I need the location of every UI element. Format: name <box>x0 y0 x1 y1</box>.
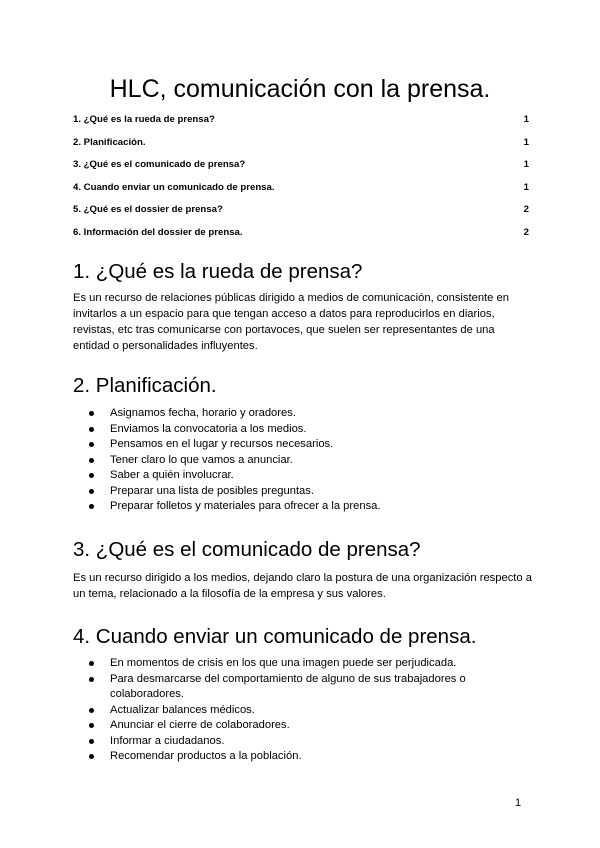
section-heading-planificacion: 2. Planificación. <box>73 374 217 397</box>
cuando-enviar-list <box>73 656 513 765</box>
toc-entry[interactable] <box>73 199 529 222</box>
list-item-text: Enviamos la convocatoria a los medios. <box>110 422 307 435</box>
planificacion-list <box>73 406 513 515</box>
bullet-icon <box>89 411 94 416</box>
table-of-contents <box>73 109 529 245</box>
list-item <box>73 749 513 765</box>
page-number: 1 <box>515 797 522 809</box>
list-item <box>73 734 513 750</box>
list-item-text: Preparar una lista de posibles preguntas. <box>110 484 314 497</box>
toc-entry-label: 4. Cuando enviar un comunicado de prensa. <box>73 181 275 193</box>
list-item-text: Recomendar productos a la población. <box>110 750 302 762</box>
list-item-text: Preparar folletos y materiales para ofrecer a la prensa. <box>110 500 381 512</box>
toc-entry-label: 1. ¿Qué es la rueda de prensa? <box>73 114 215 125</box>
list-item-text: Asignamos fecha, horario y oradores. <box>110 407 296 419</box>
section-heading-cuando-enviar: 4. Cuando enviar un comunicado de prensa. <box>73 625 477 648</box>
bullet-icon <box>89 723 94 728</box>
toc-entry-page: 1 <box>523 114 529 125</box>
bullet-icon <box>89 661 94 666</box>
toc-entry[interactable] <box>73 222 529 245</box>
bullet-icon <box>89 677 94 682</box>
list-item <box>73 703 513 719</box>
list-item <box>73 484 513 500</box>
list-item-text: Informar a ciudadanos. <box>110 734 225 747</box>
list-item <box>73 718 513 734</box>
toc-entry-page: 1 <box>523 159 529 171</box>
toc-entry-page: 2 <box>523 226 529 238</box>
toc-entry-page: 2 <box>523 204 529 216</box>
toc-entry-page: 1 <box>523 136 529 148</box>
bullet-icon <box>89 442 94 447</box>
toc-entry-label: 6. Información del dossier de prensa. <box>73 226 243 238</box>
bullet-icon <box>89 504 94 509</box>
list-item-text: Actualizar balances médicos. <box>110 703 255 716</box>
toc-entry[interactable] <box>73 154 529 177</box>
section-paragraph-rueda-de-prensa: Es un recurso de relaciones públicas dirigido a medios de comunicación, consistente en invitarlos a un espacio para que tengan acceso a datos para reproducirlos en diarios, revistas, etc tras comunicarse con portavoces, que suelen ser representantes de una entidad o personalidades influyentes. <box>73 292 509 352</box>
toc-entry-label: 5. ¿Qué es el dossier de prensa? <box>73 204 223 216</box>
bullet-icon <box>89 739 94 744</box>
list-item-text: Pensamos en el lugar y recursos necesarios. <box>110 438 334 450</box>
section-heading-comunicado-de-prensa: 3. ¿Qué es el comunicado de prensa? <box>73 538 421 561</box>
bullet-icon <box>89 489 94 494</box>
toc-entry[interactable] <box>73 132 529 155</box>
list-item <box>73 437 513 453</box>
list-item-text: Anunciar el cierre de colaboradores. <box>110 719 290 731</box>
list-item <box>73 406 513 422</box>
toc-entry[interactable] <box>73 177 529 200</box>
toc-entry-page: 1 <box>523 181 529 193</box>
list-item <box>73 656 513 672</box>
list-item <box>73 499 513 515</box>
list-item <box>73 672 513 703</box>
list-item <box>73 468 513 484</box>
toc-entry-label: 3. ¿Qué es el comunicado de prensa? <box>73 159 246 171</box>
document-title: HLC, comunicación con la prensa. <box>109 75 491 103</box>
list-item <box>73 422 513 438</box>
bullet-icon <box>89 458 94 463</box>
list-item-text: Saber a quién involucrar. <box>110 469 234 481</box>
toc-entry-label: 2. Planificación. <box>73 136 146 148</box>
bullet-icon <box>89 473 94 478</box>
list-item-text: Para desmarcarse del comportamiento de alguno de sus trabajadores o colaboradores. <box>110 672 466 700</box>
list-item <box>73 453 513 469</box>
bullet-icon <box>89 427 94 432</box>
list-item-text: En momentos de crisis en los que una imagen puede ser perjudicada. <box>110 657 457 669</box>
section-paragraph-comunicado-de-prensa: Es un recurso dirigido a los medios, dejando claro la postura de una organización respecto a un tema, relacionado a la filosofía de la empresa y sus valores. <box>73 572 532 600</box>
list-item-text: Tener claro lo que vamos a anunciar. <box>110 453 293 466</box>
toc-entry[interactable] <box>73 109 529 132</box>
bullet-icon <box>89 708 94 713</box>
bullet-icon <box>89 754 94 759</box>
section-heading-rueda-de-prensa: 1. ¿Qué es la rueda de prensa? <box>73 260 363 283</box>
